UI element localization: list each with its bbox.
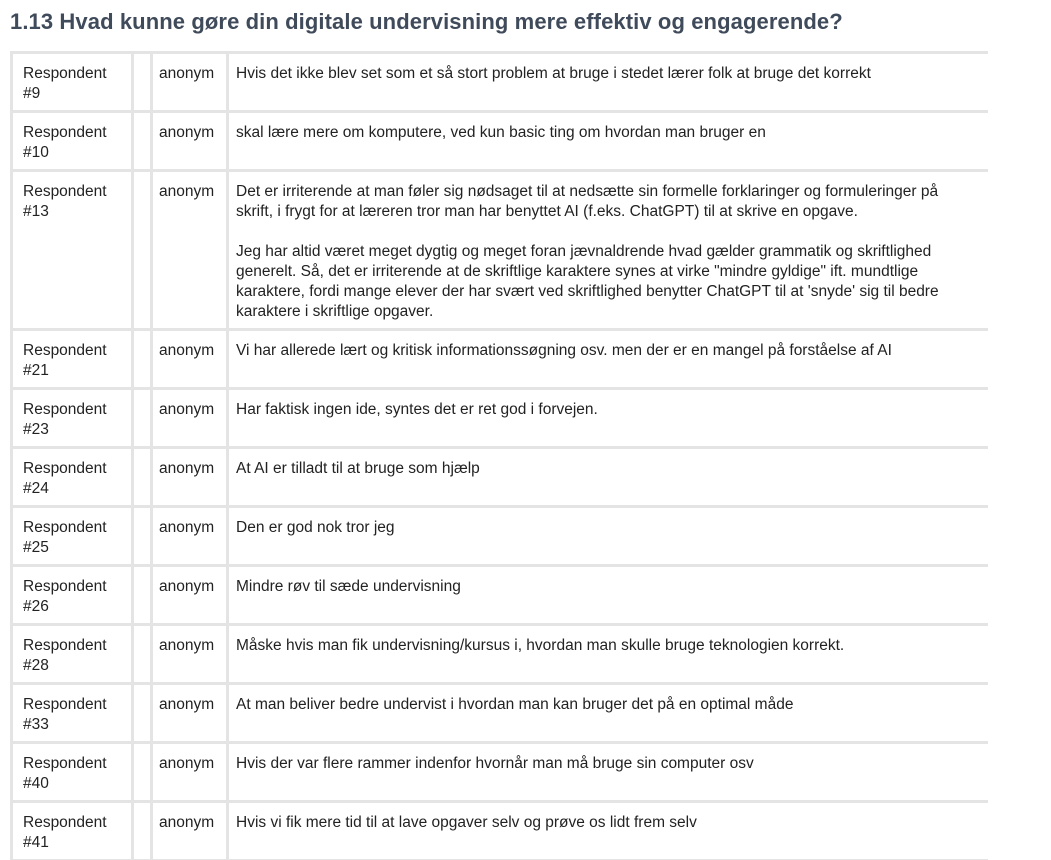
spacer-cell [133,802,152,860]
answer-paragraph: Vi har allerede lært og kritisk informationssøgning osv. men der er en mangel på forståelse af AI [236,342,892,359]
respondent-cell: Respondent #25 [12,507,133,566]
answer-cell [228,171,989,330]
table-row [12,566,989,625]
table-row [12,802,989,860]
answer-paragraph: Det er irriterende at man føler sig nødsaget til at nedsætte sin formelle forklaringer og formuleringer på skrift, i frygt for at læreren tror man har benyttet AI (f.eks. ChatGPT) til at skrive en opgave. [236,183,939,220]
answer-cell [228,389,989,448]
answer-paragraph: Har faktisk ingen ide, syntes det er ret god i forvejen. [236,401,598,418]
answer-cell [228,743,989,802]
answer-paragraph: Den er god nok tror jeg [236,519,395,536]
answer-cell [228,566,989,625]
respondent-cell: Respondent #9 [12,53,133,112]
answer-paragraph: Mindre røv til sæde undervisning [236,578,461,595]
table-row [12,330,989,389]
spacer-cell [133,507,152,566]
responses-table-body [12,53,989,860]
name-cell: anonym [152,330,228,389]
table-row [12,684,989,743]
table-row [12,53,989,112]
table-row [12,507,989,566]
answer-cell [228,802,989,860]
table-row [12,625,989,684]
table-row [12,171,989,330]
respondent-cell: Respondent #10 [12,112,133,171]
spacer-cell [133,112,152,171]
respondent-cell: Respondent #26 [12,566,133,625]
name-cell: anonym [152,389,228,448]
name-cell: anonym [152,171,228,330]
spacer-cell [133,625,152,684]
name-cell: anonym [152,507,228,566]
respondent-cell: Respondent #41 [12,802,133,860]
spacer-cell [133,171,152,330]
spacer-cell [133,566,152,625]
spacer-cell [133,684,152,743]
answer-cell [228,684,989,743]
name-cell: anonym [152,112,228,171]
answer-cell [228,625,989,684]
table-row [12,448,989,507]
respondent-cell: Respondent #24 [12,448,133,507]
spacer-cell [133,448,152,507]
answer-paragraph: At man beliver bedre undervist i hvordan man kan bruger det på en optimal måde [236,696,794,713]
name-cell: anonym [152,448,228,507]
table-row [12,112,989,171]
answer-cell [228,507,989,566]
name-cell: anonym [152,53,228,112]
respondent-cell: Respondent #40 [12,743,133,802]
responses-table [10,51,988,860]
name-cell: anonym [152,743,228,802]
answer-cell [228,53,989,112]
respondent-cell: Respondent #28 [12,625,133,684]
spacer-cell [133,53,152,112]
answer-paragraph: Hvis vi fik mere tid til at lave opgaver selv og prøve os lidt frem selv [236,814,697,831]
answer-paragraph: skal lære mere om komputere, ved kun basic ting om hvordan man bruger en [236,124,766,141]
spacer-cell [133,389,152,448]
answer-cell [228,112,989,171]
answer-paragraph: Måske hvis man fik undervisning/kursus i, hvordan man skulle bruge teknologien korrekt. [236,637,845,654]
respondent-cell: Respondent #21 [12,330,133,389]
respondent-cell: Respondent #13 [12,171,133,330]
answer-paragraph: Hvis der var flere rammer indenfor hvornår man må bruge sin computer osv [236,755,754,772]
respondent-cell: Respondent #33 [12,684,133,743]
answer-cell [228,330,989,389]
name-cell: anonym [152,625,228,684]
spacer-cell [133,330,152,389]
answer-paragraph: At AI er tilladt til at bruge som hjælp [236,460,480,477]
answer-cell [228,448,989,507]
spacer-cell [133,743,152,802]
answer-paragraph: Hvis det ikke blev set som et så stort problem at bruge i stedet lærer folk at bruge det korrekt [236,65,871,82]
page-title: 1.13 Hvad kunne gøre din digitale undervisning mere effektiv og engagerende? [10,9,843,34]
table-row [12,389,989,448]
table-row [12,743,989,802]
responses-table-container [10,51,988,860]
answer-paragraph: Jeg har altid været meget dygtig og meget foran jævnaldrende hvad gælder grammatik og skriftlighed generelt. Så, det er irriterende at de skriftlige karaktere synes at virke "mindre gyldige" ift. mundtlige karaktere, fordi mange elever der har svært ved skriftlighed benytter ChatGPT til at 'snyde' sig til bedre karaktere i skriftlige opgaver. [236,243,939,320]
name-cell: anonym [152,684,228,743]
name-cell: anonym [152,566,228,625]
respondent-cell: Respondent #23 [12,389,133,448]
name-cell: anonym [152,802,228,860]
